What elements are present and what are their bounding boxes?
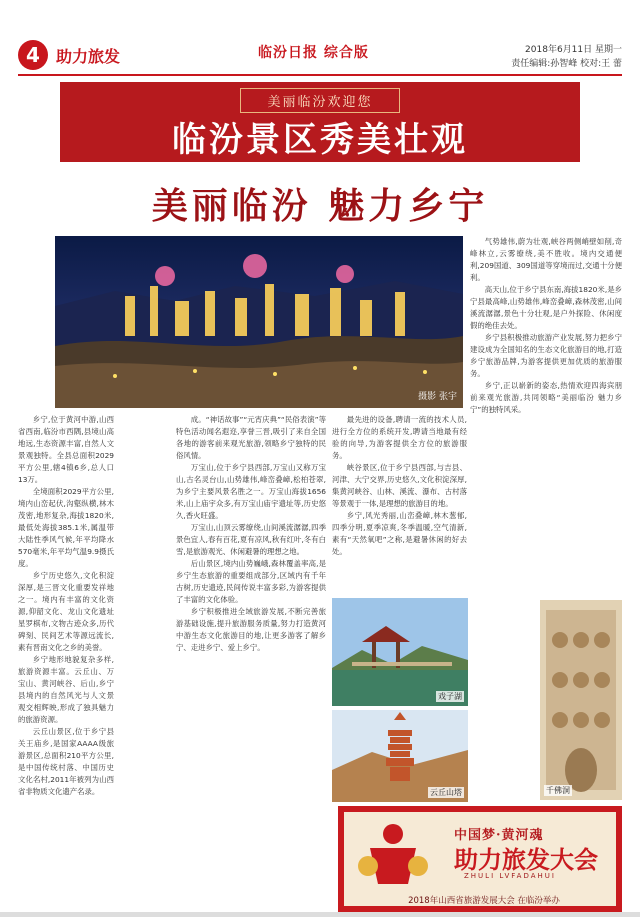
temple-photo: [540, 600, 622, 800]
paragraph: 乡宁历史悠久,文化积淀深厚,是三晋文化重要发祥地之一。境内有丰富的文化资源,仰韶文化、龙山文化遗址星罗棋布,文物古迹众多,历代碑刻、民间艺术等源远流长,素有晋南文化之乡的美誉。: [18, 571, 114, 652]
paragraph: 最先进的设备,聘请一流的技术人员,进行全方位的系统开发,聘请当地最有经验的向导,为游客提供全方位的旅游服务。: [332, 415, 467, 460]
headline: 美丽临汾 魅力乡宁: [151, 185, 489, 227]
photo-caption: 戏子湖: [438, 692, 462, 701]
paragraph: 乡宁县积极推动旅游产业发展,努力把乡宁建设成为全国知名的生态文化旅游目的地,打造乡宁旅游品牌,为游客提供更加优质的旅游服务。: [470, 333, 622, 378]
banner-subtitle: 美丽临汾欢迎您: [240, 88, 399, 113]
title-banner: [60, 82, 580, 162]
paragraph: 乡宁地形地貌复杂多样,旅游资源丰富。云丘山、万宝山、黄河峡谷、后山,乡宁县境内的自然风光与人文景观交相辉映,形成了独具魅力的旅游资源。: [18, 655, 114, 724]
paragraph: 万宝山,位于乡宁县西部,万宝山又称万宝山,古名灵台山,山势雄伟,峰峦叠嶂,松柏苍翠,为乡宁主要风景名胜之一。万宝山海拔1656米,山上庙宇众多,有万宝山庙宇遗址等,历史悠久,香火旺盛。: [176, 463, 326, 520]
ad-date-line: 2018年山西省旅游发展大会 在临汾举办: [408, 896, 560, 906]
page-number: 4: [18, 40, 48, 70]
header-rule: [18, 74, 622, 76]
paragraph: 乡宁积极推进全域旅游发展,不断完善旅游基础设施,提升旅游服务质量,努力打造黄河中游生态文化旅游目的地,让更多游客了解乡宁、走进乡宁、爱上乡宁。: [176, 607, 326, 652]
article-column-3: [332, 414, 467, 594]
paragraph: 乡宁,风光秀丽,山峦叠嶂,林木葱郁,四季分明,夏季凉爽,冬季温暖,空气清新,素有“天然氧吧”之称,是避暑休闲的好去处。: [332, 511, 467, 556]
photo-caption: 摄影 张宇: [418, 392, 457, 402]
night-city-photo: [55, 236, 463, 408]
paragraph: 后山景区,境内山势巍峨,森林覆盖率高,是乡宁生态旅游的重要组成部分,区域内有千年古树,历史遗迹,民间传说丰富多彩,为游客提供了丰富的文化体验。: [176, 559, 326, 604]
paper-logo: 临汾日报 综合版: [258, 45, 369, 61]
paragraph: 全境面积2029平方公里,境内山峦起伏,沟壑纵横,林木茂密,地形复杂,海拔1820米,最低处海拔385.1米,属温带大陆性季风气候,年平均降水570毫米,年平均气温9.9摄氏度。: [18, 487, 114, 568]
paragraph: 峡谷景区,位于乡宁县西部,与吉县、河津、大宁交界,历史悠久,文化积淀深厚,集黄河峡谷、山林、溪流、瀑布、古村落等景观于一体,是理想的旅游目的地。: [332, 463, 467, 508]
paragraph: 万宝山,山顶云雾缭绕,山间溪流潺潺,四季景色宜人,春有百花,夏有凉风,秋有红叶,冬有白雪,是旅游观光、休闲避暑的理想之地。: [176, 523, 326, 556]
pagoda-photo: [332, 710, 468, 802]
article-column-4: [470, 236, 622, 598]
paragraph: 云丘山景区,位于乡宁县关王庙乡,是国家AAAA级旅游景区,总面积210平方公里,是中国传统村落、中国历史文化名村,2011年被列为山西省非物质文化遗产名录。: [18, 727, 114, 796]
drum-figure-icon: [350, 818, 436, 888]
paragraph: 高天山,位于乡宁县东南,海拔1820米,是乡宁县最高峰,山势雄伟,峰峦叠嶂,森林茂密,山间溪流潺潺,景色十分壮观,是户外探险、休闲度假的绝佳去处。: [470, 285, 622, 330]
article-column-2: [176, 414, 326, 804]
paragraph: 气势雄伟,蔚为壮观,峡谷两侧峭壁如削,奇峰林立,云雾缭绕,美不胜收。境内交通便利,209国道、309国道等穿境而过,交通十分便利。: [470, 237, 622, 282]
ad-pinyin: ZHULI LVFADAHUI: [464, 872, 556, 880]
pavilion-photo: [332, 598, 468, 706]
editor-credits: 责任编辑:孙智峰 校对:王 蕾: [511, 59, 622, 69]
page-bottom-edge: [0, 912, 640, 917]
paragraph: 乡宁,位于黄河中游,山西省西南,临汾市西隅,县境山高地远,生态资源丰富,自然人文景观独特。全县总面积2029平方公里,辖4镇6乡,总人口13万。: [18, 415, 114, 484]
ad-top-line: 中国梦·黄河魂: [454, 828, 544, 843]
photo-caption: 千佛洞: [546, 786, 570, 795]
paragraph: 乡宁,正以崭新的姿态,热情欢迎四海宾朋前来观光旅游,共同领略“美丽临汾 魅力乡宁”的独特风采。: [470, 381, 622, 414]
banner-title: 临汾景区秀美壮观: [172, 120, 468, 160]
section-name: 助力旅发: [56, 47, 121, 66]
ad-title: 助力旅发大会: [454, 846, 598, 874]
photo-caption: 云丘山塔: [430, 788, 462, 797]
article-column-1: [18, 414, 114, 909]
event-ad: [338, 806, 622, 912]
paragraph: 成。“神话故事”“元宵庆典”“民俗表演”等特色活动闻名遐迩,享誉三晋,吸引了来自全国各地的游客前来观光旅游,领略乡宁独特的民俗风情。: [176, 415, 326, 460]
issue-date: 2018年6月11日 星期一: [525, 45, 622, 55]
page-header: [18, 38, 622, 72]
